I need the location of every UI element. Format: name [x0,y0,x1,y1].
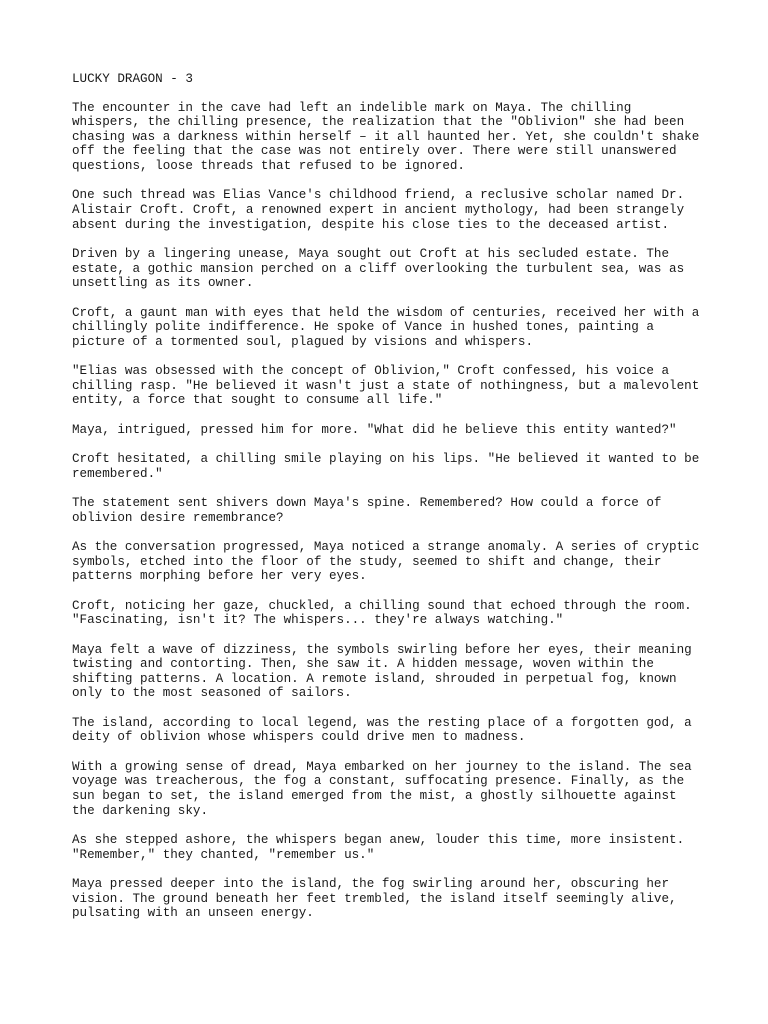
paragraph-7: Croft hesitated, a chilling smile playing on his lips. "He believed it wanted to be remembered." [72,452,700,481]
paragraph-1: The encounter in the cave had left an indelible mark on Maya. The chilling whispers, the chilling presence, the realization that the "Oblivion" she had been chasing was a darkness within herself – it all haunted her. Yet, she couldn't shake off the feeling that the case was not entirely over. There were still unanswered questions, loose threads that refused to be ignored. [72,100,700,173]
paragraph-13: With a growing sense of dread, Maya embarked on her journey to the island. The sea voyage was treacherous, the fog a constant, suffocating presence. Finally, as the sun began to set, the island emerged from the mist, a ghostly silhouette against the darkening sky. [72,759,692,818]
paragraph-14: As she stepped ashore, the whispers began anew, louder this time, more insistent. "Remember," they chanted, "remember us." [72,832,685,862]
paragraph-15: Maya pressed deeper into the island, the fog swirling around her, obscuring her vision. The ground beneath her feet trembled, the island itself seemingly alive, pulsating with an unseen energy. [72,876,677,921]
paragraph-5: "Elias was obsessed with the concept of Oblivion," Croft confessed, his voice a chilling rasp. "He believed it wasn't just a state of nothingness, but a malevolent entity, a force that sought to consume all life." [72,364,700,408]
paragraph-6: Maya, intrigued, pressed him for more. "What did he believe this entity wanted?" [72,422,677,437]
paragraph-4: Croft, a gaunt man with eyes that held the wisdom of centuries, received her with a chillingly polite indifference. He spoke of Vance in hushed tones, painting a picture of a tormented soul, plagued by visions and whispers. [72,305,700,349]
paragraph-3: Driven by a lingering unease, Maya sought out Croft at his secluded estate. The estate, a gothic mansion perched on a cliff overlooking the turbulent sea, was as unsettling as its owner. [72,246,685,291]
paragraph-2: One such thread was Elias Vance's childhood friend, a reclusive scholar named Dr. Alistair Croft. Croft, a renowned expert in ancient mythology, had been strangely absent during the investigation, despite his close ties to the deceased artist. [72,188,685,232]
document-body [72,72,712,935]
paragraph-12: The island, according to local legend, was the resting place of a forgotten god, a deity of oblivion whose whispers could drive men to madness. [72,715,692,745]
paragraph-10: Croft, noticing her gaze, chuckled, a chilling sound that echoed through the room. "Fascinating, isn't it? The whispers... they're always watching." [72,598,692,628]
paragraph-11: Maya felt a wave of dizziness, the symbols swirling before her eyes, their meaning twisting and contorting. Then, she saw it. A hidden message, woven within the shifting patterns. A location. A remote island, shrouded in perpetual fog, known only to the most seasoned of sailors. [72,642,692,701]
paragraph-8: The statement sent shivers down Maya's spine. Remembered? How could a force of oblivion desire remembrance? [72,496,662,525]
paragraph-9: As the conversation progressed, Maya noticed a strange anomaly. A series of cryptic symbols, etched into the floor of the study, seemed to shift and change, their patterns morphing before her very eyes. [72,540,700,584]
document-title: LUCKY DRAGON - 3 [72,72,193,86]
